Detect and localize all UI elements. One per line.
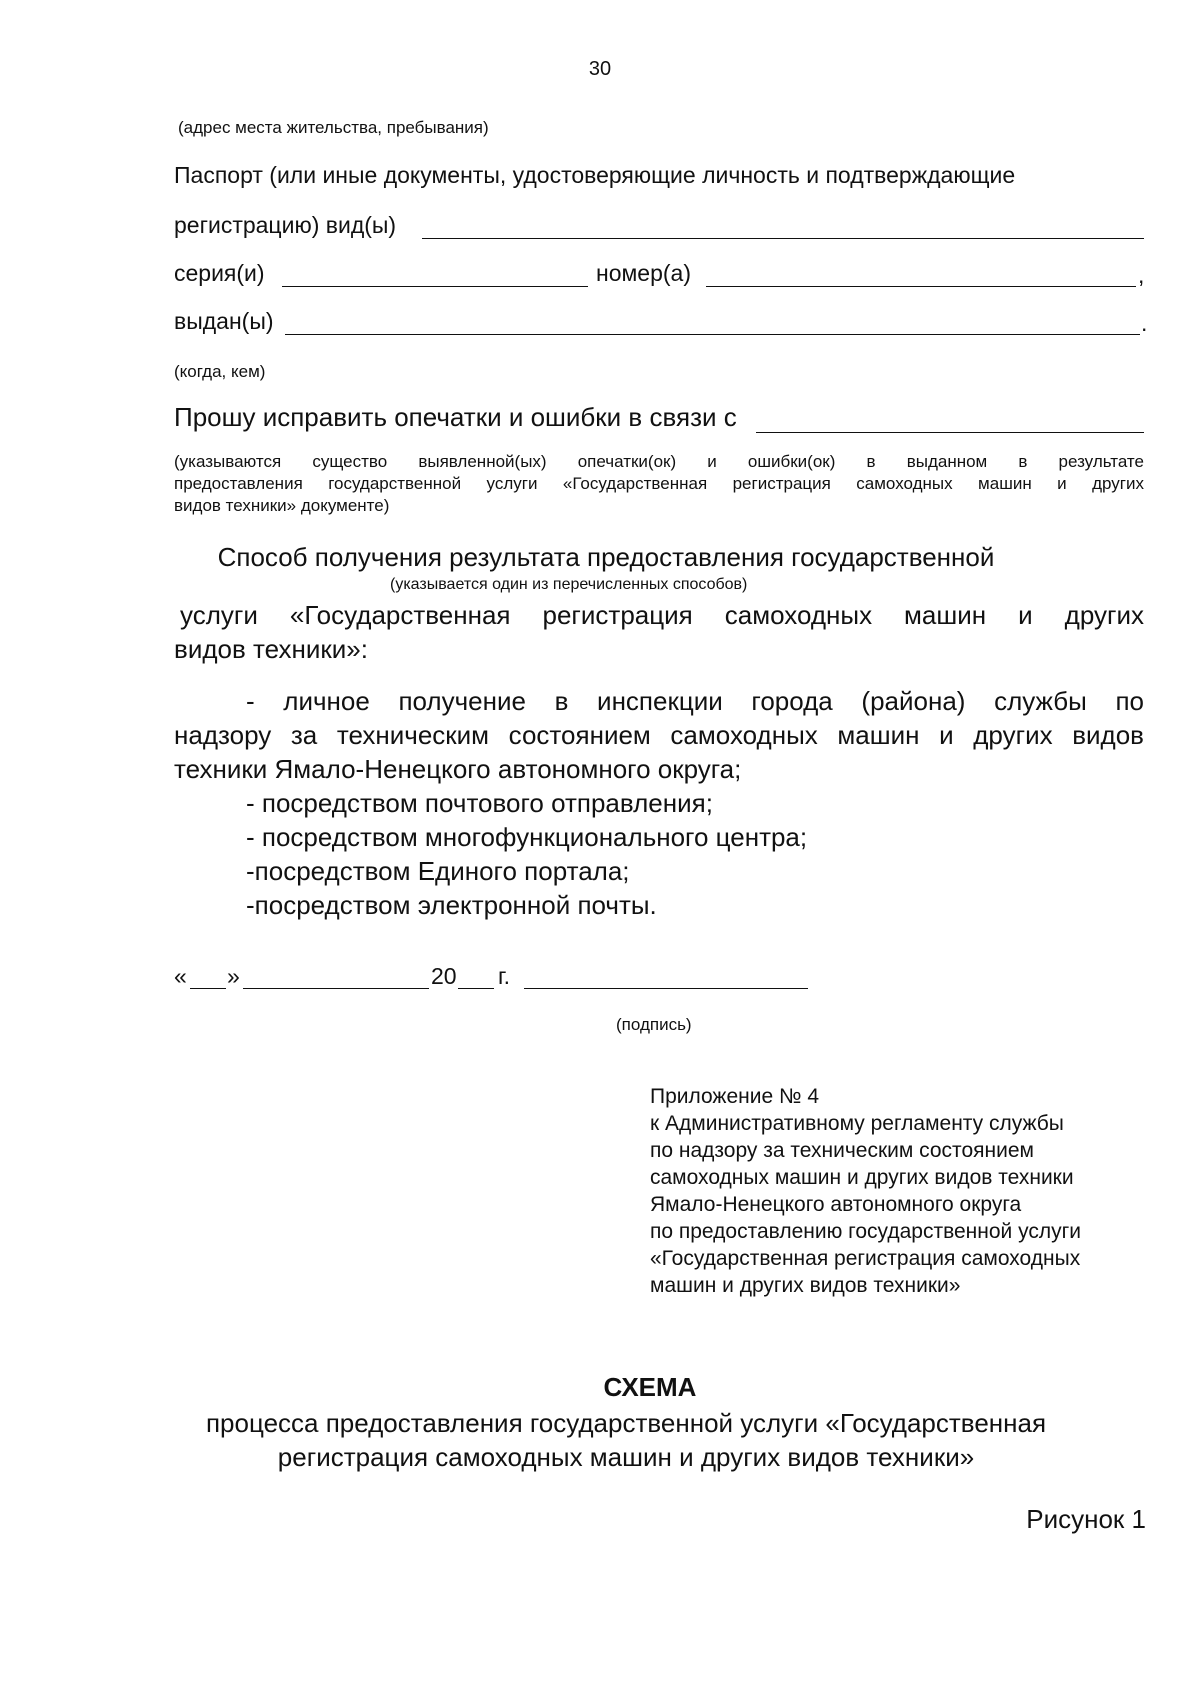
registration-type-field[interactable] (422, 238, 1144, 239)
appendix-line-5: Ямало-Ненецкого автономного округа (650, 1193, 1022, 1216)
method-title-line-3: видов техники»: (174, 634, 368, 664)
method-item-1-line-1: - личное получение в инспекции города (района) службы по (246, 686, 1144, 716)
page-number: 30 (588, 58, 612, 80)
request-note-line-3: видов техники» документе) (174, 496, 390, 515)
issued-label: выдан(ы) (174, 308, 274, 334)
when-by-note: (когда, кем) (174, 362, 266, 381)
issued-period: . (1141, 310, 1148, 336)
method-item-1-line-2: надзору за техническим состоянием самоходных машин и других видов (174, 720, 1144, 750)
date-close-quote: » (227, 963, 240, 989)
number-field[interactable] (706, 286, 1136, 287)
passport-line-1: Паспорт (или иные документы, удостоверяющие личность и подтверждающие (174, 162, 1016, 188)
date-open-quote: « (174, 963, 187, 989)
scheme-subtitle-line-2: регистрация самоходных машин и других видов техники» (277, 1442, 975, 1472)
method-item-3: - посредством многофункционального центра; (246, 822, 808, 852)
request-field[interactable] (756, 432, 1144, 433)
series-field[interactable] (282, 286, 588, 287)
method-title-line-1: Способ получения результата предоставления государственной (217, 542, 995, 572)
appendix-line-6: по предоставлению государственной услуги (650, 1220, 1082, 1243)
signature-note: (подпись) (616, 1015, 692, 1034)
method-item-5: -посредством электронной почты. (246, 890, 657, 920)
appendix-line-8: машин и других видов техники» (650, 1274, 961, 1297)
signature-field[interactable] (524, 988, 808, 989)
appendix-line-4: самоходных машин и других видов техники (650, 1166, 1074, 1189)
number-label: номер(а) (596, 260, 691, 286)
request-note-line-2: предоставления государственной услуги «Государственная регистрация самоходных машин и других (174, 474, 1144, 493)
scheme-title: СХЕМА (603, 1372, 697, 1402)
year-prefix: 20 (431, 963, 457, 989)
day-field[interactable] (190, 988, 226, 989)
issued-field[interactable] (285, 334, 1140, 335)
appendix-line-7: «Государственная регистрация самоходных (650, 1247, 1081, 1270)
registration-type-label: регистрацию) вид(ы) (174, 212, 397, 238)
month-field[interactable] (243, 988, 429, 989)
method-item-2: - посредством почтового отправления; (246, 788, 713, 818)
year-suffix: г. (498, 963, 510, 989)
request-text: Прошу исправить опечатки и ошибки в связи с (174, 402, 737, 432)
request-note-line-1: (указываются существо выявленной(ых) опечатки(ок) и ошибки(ок) в выданном в результате (174, 452, 1144, 471)
scheme-subtitle-line-1: процесса предоставления государственной услуги «Государственная (205, 1408, 1047, 1438)
appendix-line-2: к Административному регламенту службы (650, 1112, 1064, 1135)
series-label: серия(и) (174, 260, 265, 286)
method-item-4: -посредством Единого портала; (246, 856, 630, 886)
number-comma: , (1138, 262, 1145, 288)
method-item-1-line-3: техники Ямало-Ненецкого автономного округа; (174, 754, 742, 784)
year-field[interactable] (458, 988, 494, 989)
address-note: (адрес места жительства, пребывания) (178, 118, 489, 137)
appendix-line-1: Приложение № 4 (650, 1085, 820, 1108)
appendix-line-3: по надзору за техническим состоянием (650, 1139, 1034, 1162)
method-title-line-2: услуги «Государственная регистрация самоходных машин и других (180, 600, 1144, 630)
method-title-note: (указывается один из перечисленных способов) (390, 576, 748, 593)
figure-label: Рисунок 1 (1026, 1504, 1146, 1534)
